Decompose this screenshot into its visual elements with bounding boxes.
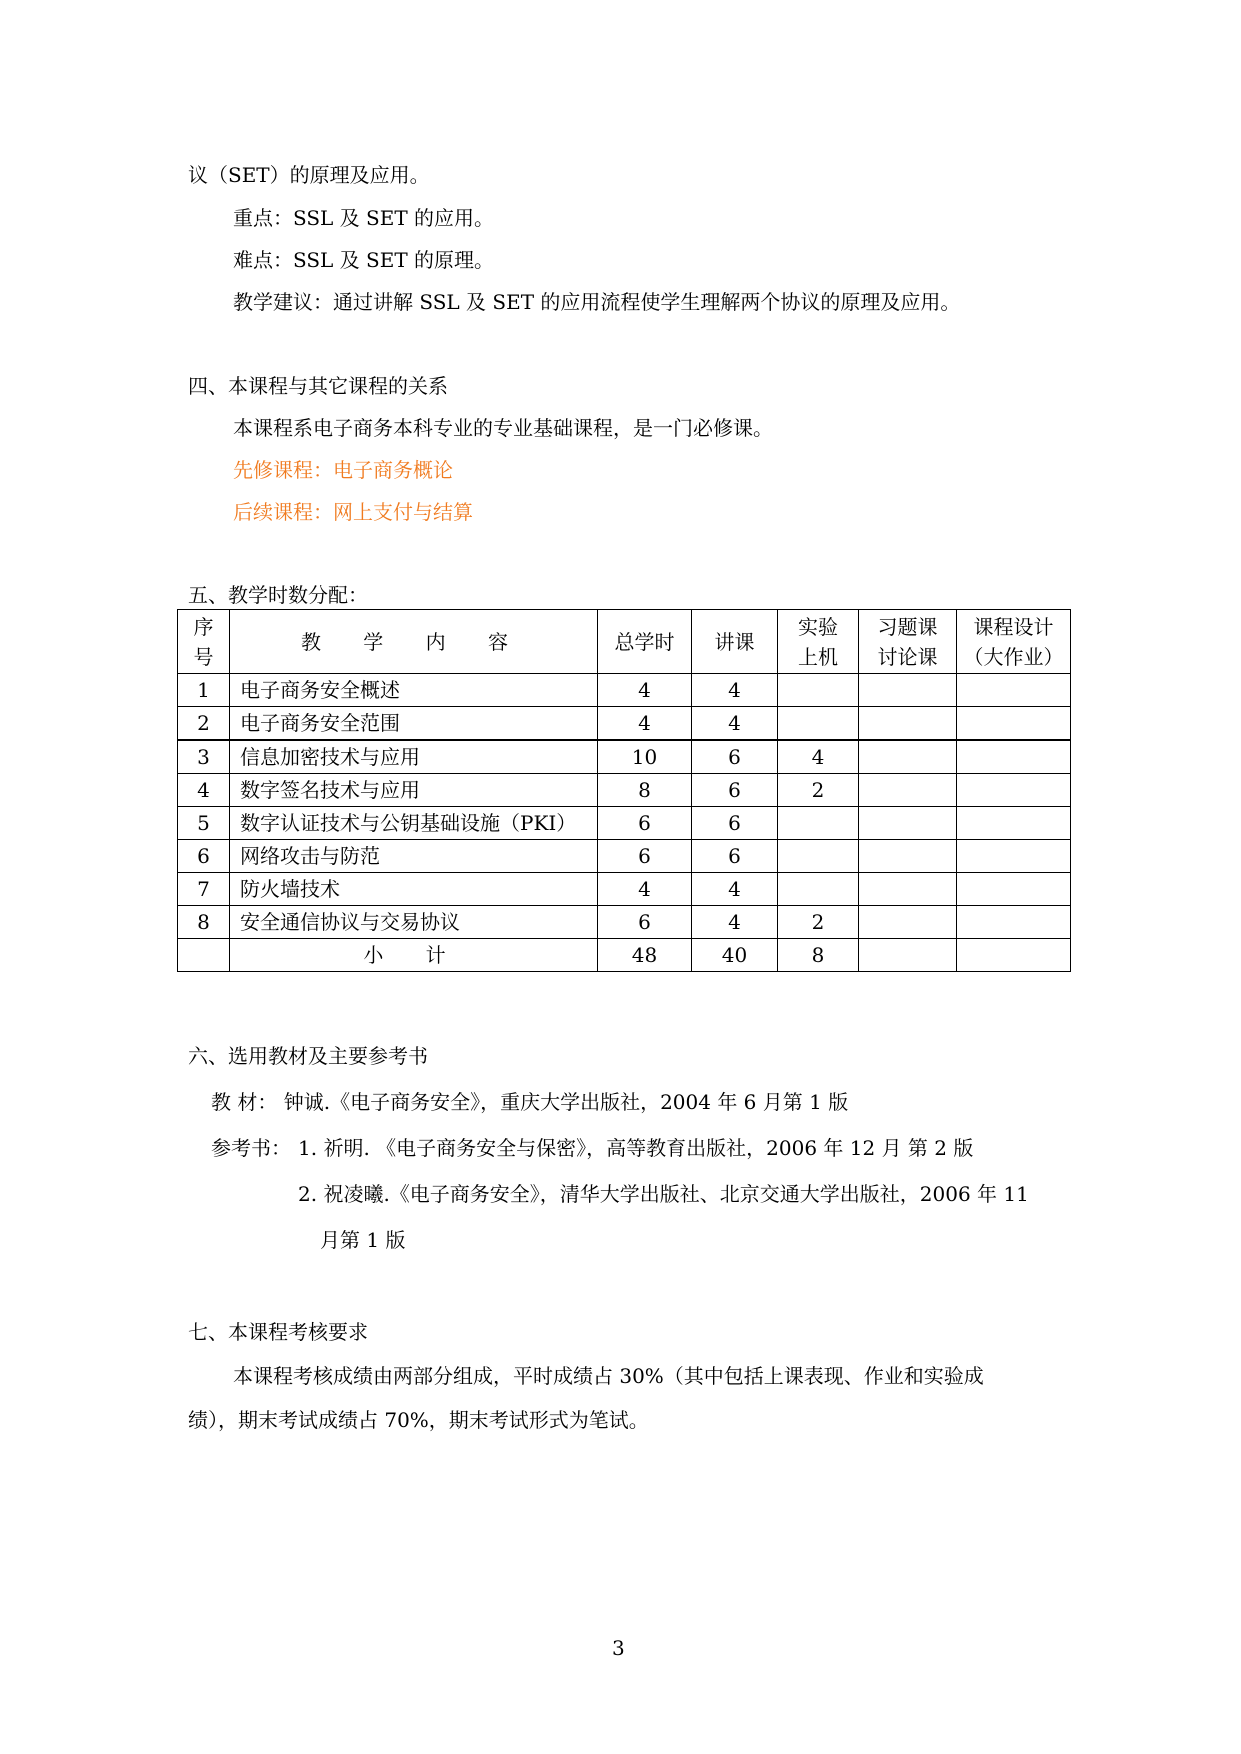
cell-content: 安全通信协议与交易协议 (230, 906, 598, 939)
key-point: 重点：SSL 及 SET 的应用。 (233, 206, 495, 230)
cell-design (957, 774, 1071, 807)
cell-exercise (859, 774, 957, 807)
cell-exercise (859, 707, 957, 741)
subtotal-design (957, 939, 1071, 972)
section7-body-line1: 本课程考核成绩由两部分组成，平时成绩占 30%（其中包括上课表现、作业和实验成 (233, 1364, 984, 1388)
cell-lecture: 6 (692, 840, 778, 873)
subtotal-exercise (859, 939, 957, 972)
cell-design (957, 707, 1071, 741)
reference-1: 1. 祈明. 《电子商务安全与保密》，高等教育出版社，2006 年 12 月 第 2 版 (298, 1136, 974, 1160)
header-lecture: 讲课 (692, 610, 778, 674)
cell-content: 电子商务安全范围 (230, 707, 598, 741)
cell-design (957, 873, 1071, 906)
cell-no: 7 (178, 873, 230, 906)
cell-total: 6 (598, 906, 692, 939)
section7-body-line2: 绩），期末考试成绩占 70%，期末考试形式为笔试。 (188, 1408, 649, 1432)
cell-exercise (859, 674, 957, 707)
header-total: 总学时 (598, 610, 692, 674)
cell-content: 数字认证技术与公钥基础设施（PKI） (230, 807, 598, 840)
follow-up-course: 后续课程：网上支付与结算 (233, 500, 473, 524)
teaching-hours-table (177, 609, 1071, 972)
header-index: 序 号 (178, 610, 230, 674)
reference-2-continuation: 月第 1 版 (320, 1228, 406, 1252)
subtotal-row (178, 939, 1071, 972)
cell-no: 5 (178, 807, 230, 840)
reference-2: 2. 祝凌曦.《电子商务安全》，清华大学出版社、北京交通大学出版社，2006 年 11 (298, 1182, 1029, 1206)
cell-lab: 2 (778, 774, 859, 807)
cell-lecture: 6 (692, 740, 778, 774)
textbook-line: 教 材： 钟诚.《电子商务安全》，重庆大学出版社，2004 年 6 月第 1 版 (211, 1090, 849, 1114)
teaching-suggestion: 教学建议：通过讲解 SSL 及 SET 的应用流程使学生理解两个协议的原理及应用。 (233, 290, 961, 314)
cell-lecture: 4 (692, 707, 778, 741)
section4-body: 本课程系电子商务本科专业的专业基础课程，是一门必修课。 (233, 416, 773, 440)
cell-content: 信息加密技术与应用 (230, 740, 598, 774)
cell-lab: 2 (778, 906, 859, 939)
cell-total: 8 (598, 774, 692, 807)
ref-label: 参考书： (211, 1136, 291, 1160)
cell-total: 6 (598, 840, 692, 873)
header-content: 教 学 内 容 (230, 610, 598, 674)
prerequisite-course: 先修课程：电子商务概论 (233, 458, 453, 482)
subtotal-total: 48 (598, 939, 692, 972)
table-row (178, 674, 1071, 707)
cell-no: 2 (178, 707, 230, 741)
cell-exercise (859, 840, 957, 873)
cell-content: 电子商务安全概述 (230, 674, 598, 707)
page-number: 3 (612, 1636, 625, 1660)
cell-design (957, 740, 1071, 774)
cell-total: 6 (598, 807, 692, 840)
cell-lab (778, 807, 859, 840)
table-row (178, 906, 1071, 939)
cell-lab (778, 674, 859, 707)
table-row (178, 807, 1071, 840)
subtotal-lab: 8 (778, 939, 859, 972)
cell-lecture: 6 (692, 807, 778, 840)
cell-content: 防火墙技术 (230, 873, 598, 906)
cell-lab (778, 707, 859, 741)
header-design: 课程设计 （大作业） (957, 610, 1071, 674)
cell-total: 4 (598, 707, 692, 741)
cell-lab: 4 (778, 740, 859, 774)
subtotal-lecture: 40 (692, 939, 778, 972)
cell-no: 1 (178, 674, 230, 707)
cell-exercise (859, 740, 957, 774)
cell-total: 4 (598, 873, 692, 906)
subtotal-label: 小 计 (230, 939, 598, 972)
difficulty-point: 难点：SSL 及 SET 的原理。 (233, 248, 495, 272)
cell-total: 10 (598, 740, 692, 774)
table-row (178, 840, 1071, 873)
cell-no-empty (178, 939, 230, 972)
cell-lecture: 4 (692, 906, 778, 939)
cell-lecture: 4 (692, 873, 778, 906)
section5-heading: 五、教学时数分配： (188, 583, 368, 607)
cell-design (957, 674, 1071, 707)
section3-continuation: 议（SET）的原理及应用。 (188, 163, 430, 187)
cell-no: 8 (178, 906, 230, 939)
cell-total: 4 (598, 674, 692, 707)
cell-lab (778, 840, 859, 873)
table-row (178, 707, 1071, 741)
section4-heading: 四、本课程与其它课程的关系 (188, 374, 448, 398)
section6-heading: 六、选用教材及主要参考书 (188, 1044, 428, 1068)
table-row (178, 873, 1071, 906)
cell-exercise (859, 807, 957, 840)
cell-lecture: 4 (692, 674, 778, 707)
cell-content: 数字签名技术与应用 (230, 774, 598, 807)
cell-no: 3 (178, 740, 230, 774)
header-lab: 实验 上机 (778, 610, 859, 674)
cell-lecture: 6 (692, 774, 778, 807)
cell-lab (778, 873, 859, 906)
cell-design (957, 807, 1071, 840)
cell-exercise (859, 906, 957, 939)
cell-design (957, 840, 1071, 873)
section7-heading: 七、本课程考核要求 (188, 1320, 368, 1344)
cell-design (957, 906, 1071, 939)
table-header-row (178, 610, 1071, 674)
cell-no: 6 (178, 840, 230, 873)
cell-no: 4 (178, 774, 230, 807)
table-row (178, 774, 1071, 807)
header-exercise: 习题课 讨论课 (859, 610, 957, 674)
cell-exercise (859, 873, 957, 906)
cell-content: 网络攻击与防范 (230, 840, 598, 873)
table-row (178, 740, 1071, 774)
